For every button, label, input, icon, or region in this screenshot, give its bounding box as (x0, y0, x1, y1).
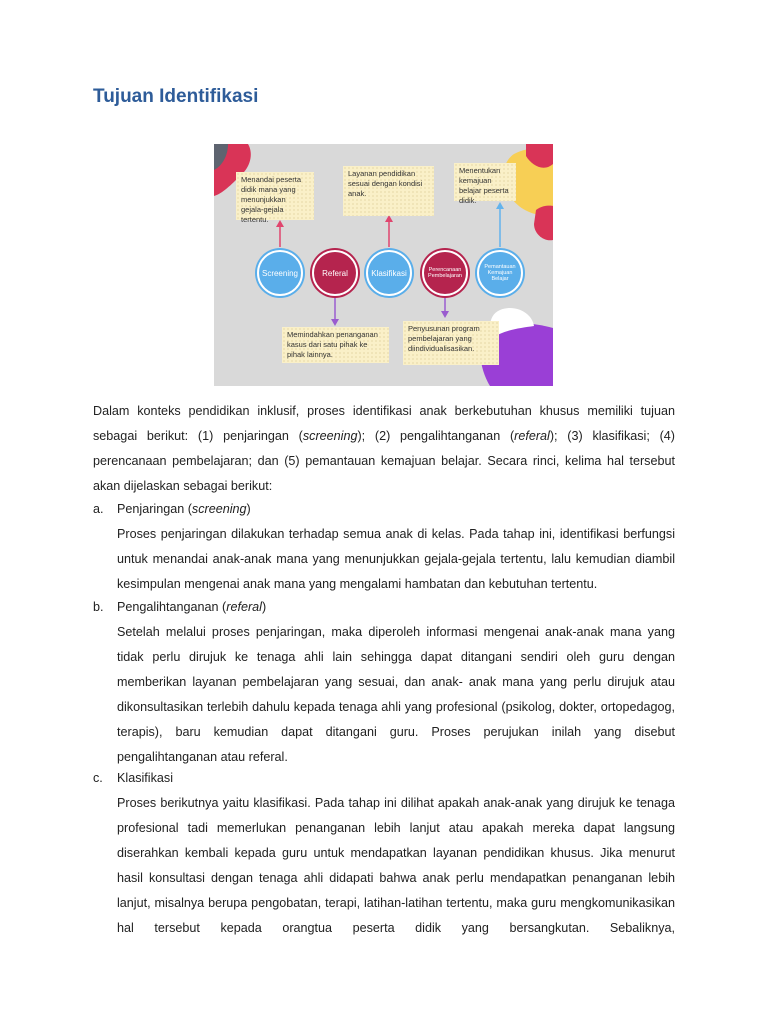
red-blob-mid-right (534, 206, 553, 241)
circle-screening-label: Screening (261, 268, 299, 278)
intro-term-referal: referal (514, 429, 550, 443)
section-heading: Tujuan Identifikasi (93, 86, 259, 107)
list-item-label: Klasifikasi (117, 771, 173, 785)
list-item-label-end: ) (246, 502, 251, 516)
intro-text-1: Dalam konteks pendidikan inklusif, proses identifikasi anak berkebutuhan khusus memiliki tujuan sebagai berikut: (1) penjaringan ( (93, 404, 675, 443)
list-item-body-text: Proses penjaringan dilakukan terhadap semua anak di kelas. Pada tahap ini, identifikasi berfungsi untuk menandai anak-anak mana yang menunjukkan gejala-gejala tertentu, lalu kemudian diambil kesimpulan mengenai anak mana yang mengalami hambatan dan kebutuhan tertentu. (117, 527, 675, 591)
list-item-term: referal (226, 600, 262, 614)
note-pemantauan: Menentukan kemajuan belajar peserta didik. (454, 163, 516, 201)
list-item-heading-b (93, 595, 266, 620)
circle-referal (312, 250, 358, 296)
circle-klasifikasi (366, 250, 412, 296)
note-screening: Menandai peserta didik mana yang menunjukkan gejala-gejala tertentu. (236, 172, 314, 220)
list-item-label: Pengalihtanganan ( (117, 600, 227, 614)
circle-pemantauan (477, 250, 523, 296)
list-item-body-c (117, 791, 675, 941)
note-klasifikasi: Layanan pendidikan sesuai dengan kondisi anak. (343, 166, 434, 216)
intro-text-2: ); (2) pengalihtanganan ( (357, 429, 515, 443)
arrow-down-perencanaan-icon (441, 311, 449, 318)
list-item-body-text: Proses berikutnya yaitu klasifikasi. Pada tahap ini dilihat apakah anak-anak yang dirujuk ke tenaga profesional tadi memerlukan penanganan lebih lanjut atau apakah mereka dapat langsung diserahkan kembali kepada guru untuk mendapatkan layanan pendidikan khusus. Jika menurut hasil konsultasi dengan tenaga ahli didapati bahwa anak perlu mendapatkan penanganan lebih lanjut, misalnya berupa pengobatan, terapi, latihan-latihan tertentu, maka guru mengkomunikasikan hal tersebut kepada orangtua peserta didik yang bersangkutan. Sebaliknya, (117, 796, 675, 935)
circle-perencanaan-label: Perencanaan Pembelajaran (428, 267, 462, 279)
circle-screening (257, 250, 303, 296)
circle-pemantauan-label: Pemantauan Kemajuan Belajar (484, 264, 516, 282)
identification-goals-diagram (214, 144, 553, 386)
arrow-up-pemantauan-icon (496, 202, 504, 209)
circle-perencanaan (422, 250, 468, 296)
arrow-up-screening-icon (276, 220, 284, 227)
intro-term-screening: screening (302, 429, 358, 443)
intro-paragraph (93, 399, 675, 499)
list-marker: b. (93, 600, 104, 614)
note-perencanaan: Penyusunan program pembelajaran yang diindividualisasikan. (403, 321, 499, 365)
list-item-label-end: ) (261, 600, 267, 614)
circle-referal-label: Referal (322, 268, 348, 278)
list-item-heading-a (93, 497, 251, 522)
intro-text-3: ); (3) klasifikasi; (4) perencanaan pembelajaran; dan (5) pemantauan kemajuan belajar. Secara rinci, kelima hal tersebut akan dijelaskan sebagai berikut: (93, 429, 675, 493)
list-item-body-a (117, 522, 675, 597)
list-marker: c. (93, 771, 103, 785)
circle-klasifikasi-label: Klasifikasi (371, 268, 407, 278)
arrow-up-klasifikasi-icon (385, 215, 393, 222)
arrow-down-referal-icon (331, 319, 339, 326)
list-item-term: screening (191, 502, 247, 516)
note-referal: Memindahkan penanganan kasus dari satu pihak ke pihak lainnya. (282, 327, 389, 363)
list-item-heading-c (93, 766, 173, 791)
list-item-body-b (117, 620, 675, 770)
list-item-body-text: Setelah melalui proses penjaringan, maka diperoleh informasi mengenai anak-anak mana yang tidak perlu dirujuk ke tenaga ahli lain sehingga dapat ditangani sendiri oleh guru dengan memberikan layanan pembelajaran yang sesuai, dan anak- anak mana yang perlu dirujuk atau dikonsultasikan terlebih dahulu kepada tenaga ahli yang profesional (psikolog, dokter, ortopedagog, terapis), baru kemudian dapat ditangani guru. Proses perujukan inilah yang disebut pengalihtanganan atau referal. (117, 625, 675, 764)
list-marker: a. (93, 502, 104, 516)
list-item-label: Penjaringan ( (117, 502, 192, 516)
